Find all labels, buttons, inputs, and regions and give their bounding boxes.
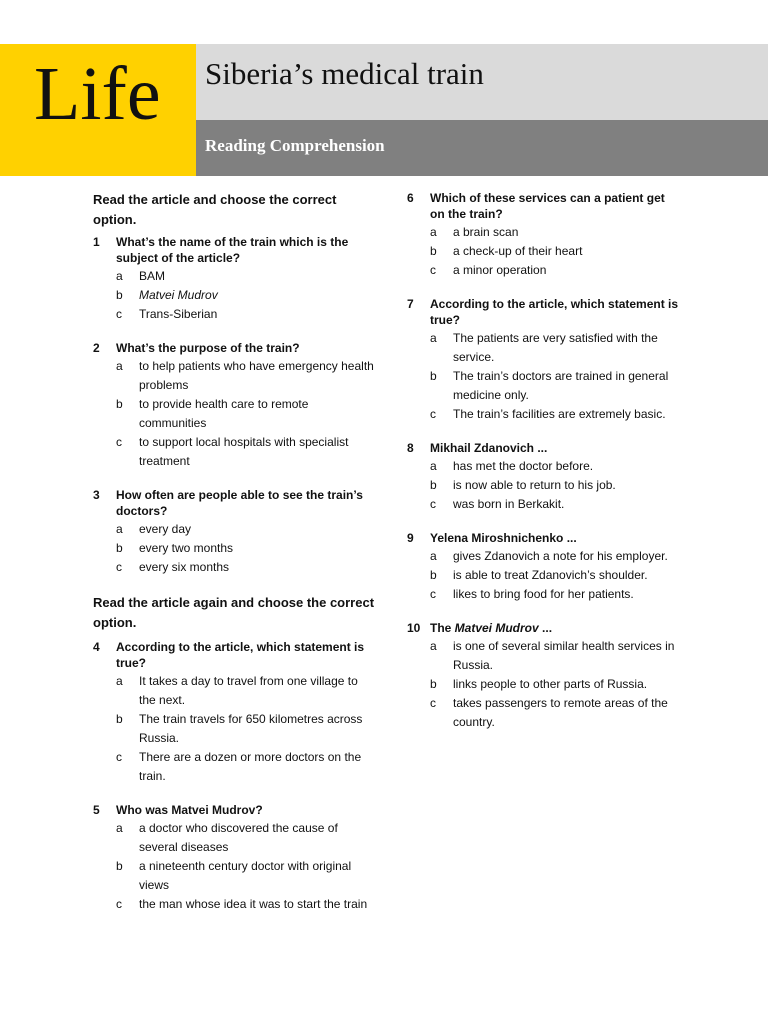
option-text: Trans-Siberian (139, 307, 218, 321)
option-c (93, 895, 375, 914)
option-b (93, 395, 375, 433)
option-text: The patients are very satisfied with the service. (453, 331, 658, 364)
option-a (407, 329, 682, 367)
option-text: The train’s doctors are trained in general medicine only. (453, 369, 669, 402)
question-text: Mikhail Zdanovich ... (430, 441, 548, 455)
option-letter: c (430, 407, 436, 421)
question-text-italic: Matvei Mudrov (454, 621, 539, 635)
option-text: BAM (139, 269, 166, 283)
option-text: likes to bring food for her patients. (453, 587, 634, 601)
option-a (93, 520, 375, 539)
option-letter: b (116, 541, 123, 555)
option-text: a doctor who discovered the cause of several diseases (139, 821, 338, 854)
option-letter: b (430, 568, 437, 582)
option-text: The train travels for 650 kilometres across Russia. (139, 712, 363, 745)
option-c (407, 405, 682, 424)
question-text: According to the article, which statement is true? (116, 640, 365, 670)
option-text: every six months (139, 560, 230, 574)
option-text: is now able to return to his job. (453, 478, 616, 492)
option-b (407, 367, 682, 405)
option-b (407, 675, 682, 694)
option-b (93, 286, 375, 305)
option-letter: a (116, 674, 123, 688)
page-title: Siberia’s medical train (205, 56, 484, 91)
option-letter: b (116, 859, 123, 873)
option-text: to provide health care to remote communities (139, 397, 309, 430)
option-c (93, 433, 375, 471)
option-c (93, 558, 375, 577)
option-text: links people to other parts of Russia. (453, 677, 648, 691)
question-text: According to the article, which statement is true? (430, 297, 679, 327)
question-2 (93, 340, 375, 471)
option-text: every day (139, 522, 192, 536)
option-letter: c (430, 587, 436, 601)
option-letter: c (430, 696, 436, 710)
option-letter: c (116, 750, 122, 764)
question-10 (407, 620, 682, 732)
option-a (407, 223, 682, 242)
question-5 (93, 802, 375, 914)
option-letter: a (116, 269, 123, 283)
option-c (93, 748, 375, 786)
option-letter: a (430, 639, 437, 653)
option-text: is able to treat Zdanovich’s shoulder. (453, 568, 648, 582)
question-number: 2 (93, 341, 100, 355)
question-text: Who was Matvei Mudrov? (116, 803, 263, 817)
option-letter: b (116, 397, 123, 411)
option-letter: b (430, 677, 437, 691)
option-text: a nineteenth century doctor with original views (139, 859, 352, 892)
option-c (407, 585, 682, 604)
option-a (407, 547, 682, 566)
option-text: The train’s facilities are extremely basic. (453, 407, 666, 421)
option-letter: b (116, 712, 123, 726)
option-text: Matvei Mudrov (139, 288, 218, 302)
option-c (93, 305, 375, 324)
option-text: to support local hospitals with specialist treatment (139, 435, 349, 468)
option-text: every two months (139, 541, 234, 555)
option-letter: b (430, 244, 437, 258)
option-letter: b (430, 369, 437, 383)
option-a (93, 672, 375, 710)
option-text: a minor operation (453, 263, 547, 277)
question-text: Which of these services can a patient get on the train? (430, 191, 665, 221)
question-text-prefix: The (430, 621, 455, 635)
question-text-suffix: ... (538, 621, 553, 635)
question-number: 5 (93, 803, 100, 817)
page-header (0, 44, 768, 176)
question-number: 3 (93, 488, 100, 502)
option-c (407, 261, 682, 280)
option-b (407, 566, 682, 585)
question-text: How often are people able to see the train’s doctors? (116, 488, 363, 518)
option-letter: a (116, 821, 123, 835)
option-letter: c (430, 263, 436, 277)
question-1 (93, 234, 375, 324)
option-text: was born in Berkakit. (453, 497, 565, 511)
question-number: 10 (407, 621, 421, 635)
option-a (93, 819, 375, 857)
question-9 (407, 530, 682, 604)
option-letter: c (116, 435, 122, 449)
question-number: 6 (407, 191, 414, 205)
question-6 (407, 190, 682, 280)
option-text: takes passengers to remote areas of the country. (453, 696, 668, 729)
question-text: Yelena Miroshnichenko ... (430, 531, 577, 545)
option-letter: c (116, 560, 122, 574)
option-letter: a (116, 522, 123, 536)
question-number: 4 (93, 640, 100, 654)
option-letter: a (430, 331, 437, 345)
option-text: a check-up of their heart (453, 244, 583, 258)
page-subtitle: Reading Comprehension (205, 136, 385, 155)
option-text: is one of several similar health services in Russia. (453, 639, 675, 672)
option-text: It takes a day to travel from one village to the next. (139, 674, 358, 707)
option-a (93, 267, 375, 286)
option-letter: a (430, 225, 437, 239)
question-number: 1 (93, 235, 100, 249)
option-c (407, 694, 682, 732)
option-text: to help patients who have emergency health problems (139, 359, 374, 392)
subtitle-bar (196, 120, 768, 176)
left-column (93, 190, 375, 930)
question-3 (93, 487, 375, 577)
option-text: a brain scan (453, 225, 519, 239)
instruction-second: Read the article again and choose the correct option. (93, 595, 375, 630)
option-b (407, 476, 682, 495)
option-b (407, 242, 682, 261)
question-number: 7 (407, 297, 414, 311)
question-number: 8 (407, 441, 414, 455)
option-letter: c (430, 497, 436, 511)
option-letter: b (430, 478, 437, 492)
question-text (430, 620, 682, 636)
option-a (407, 637, 682, 675)
option-b (93, 539, 375, 558)
brand-block (0, 44, 196, 176)
option-text: has met the doctor before. (453, 459, 594, 473)
option-letter: a (430, 459, 437, 473)
question-4 (93, 639, 375, 786)
option-letter: a (430, 549, 437, 563)
question-number: 9 (407, 531, 414, 545)
option-text: There are a dozen or more doctors on the train. (139, 750, 362, 783)
option-text: gives Zdanovich a note for his employer. (453, 549, 668, 563)
option-text: the man whose idea it was to start the train (139, 897, 368, 911)
question-8 (407, 440, 682, 514)
option-c (407, 495, 682, 514)
question-text: What’s the name of the train which is the subject of the article? (116, 235, 349, 265)
option-b (93, 857, 375, 895)
title-bar (196, 44, 768, 120)
question-text: What’s the purpose of the train? (116, 341, 300, 355)
brand-logo: Life (34, 52, 161, 136)
option-letter: a (116, 359, 123, 373)
option-a (93, 357, 375, 395)
option-letter: c (116, 307, 122, 321)
option-letter: b (116, 288, 123, 302)
option-a (407, 457, 682, 476)
question-7 (407, 296, 682, 424)
option-letter: c (116, 897, 122, 911)
right-column (407, 190, 682, 748)
instruction-first: Read the article and choose the correct option. (93, 192, 337, 227)
option-b (93, 710, 375, 748)
